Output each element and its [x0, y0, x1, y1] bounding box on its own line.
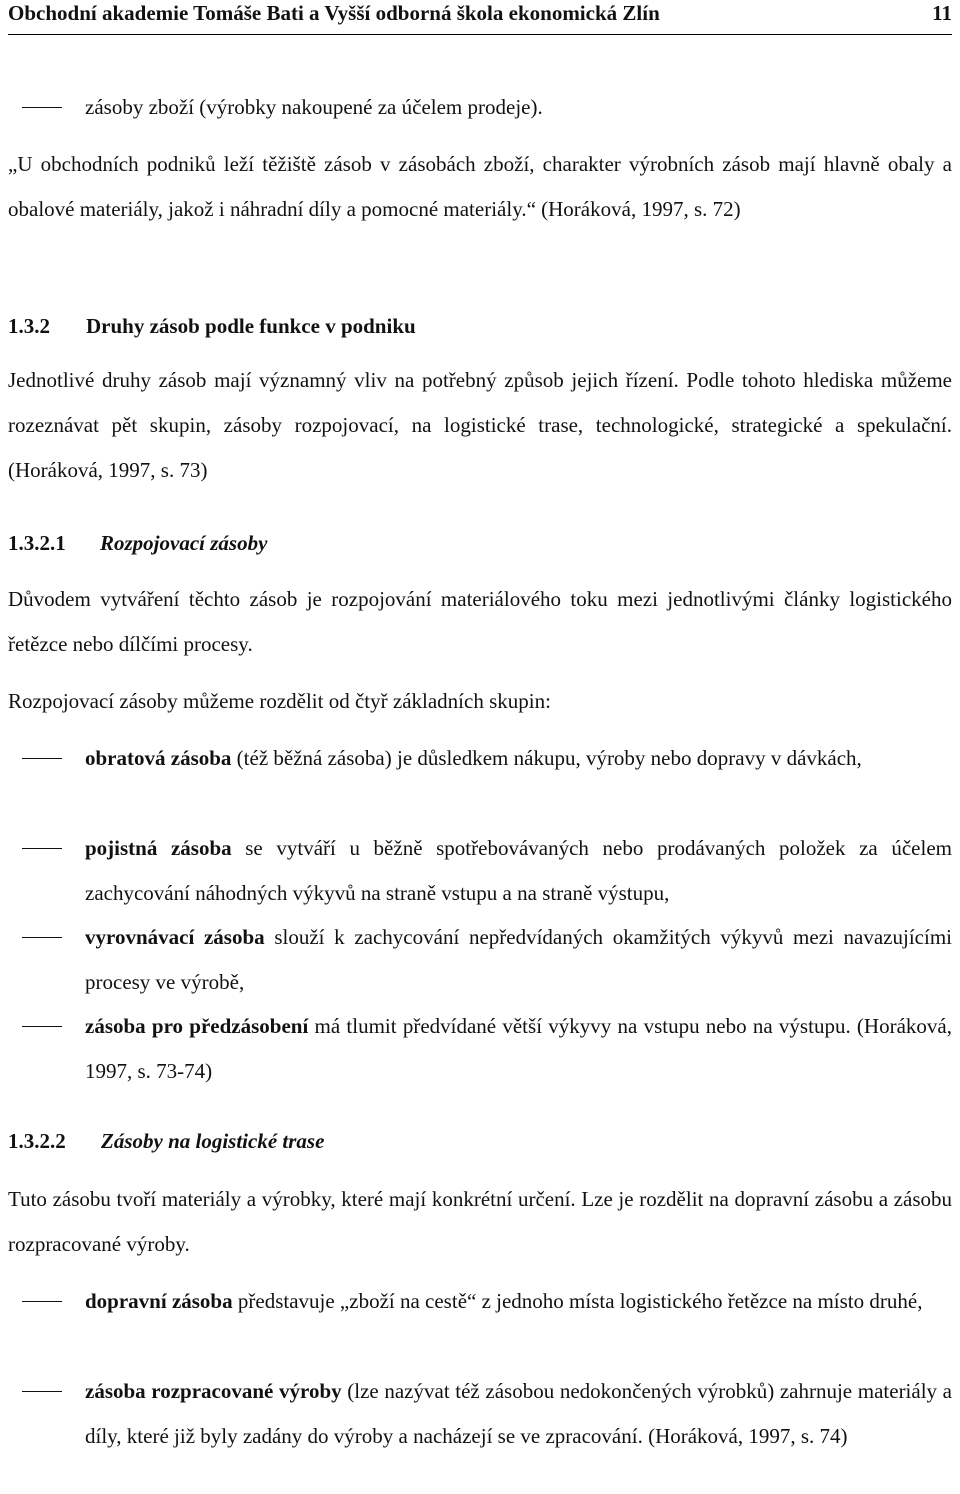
dash-bullet [22, 1026, 62, 1027]
list-item-text: zásoba rozpracované výroby (lze nazývat též zásobou nedokončených výrobků) zahrnuje materiály a díly, které již byly zadány do výroby a nacházejí se ve zpracování. (Horáková, 1997, s. 74) [85, 1379, 952, 1448]
section-paragraph: Tuto zásobu tvoří materiály a výrobky, které mají konkrétní určení. Lze je rozdělit na dopravní zásobu a zásobu rozpracované výroby. [8, 1187, 952, 1256]
list-item-text: obratová zásoba (též běžná zásoba) je důsledkem nákupu, výroby nebo dopravy v dávkách, [85, 746, 862, 770]
section-heading-1-3-2 [8, 313, 952, 339]
section-heading-1-3-2-2 [8, 1128, 952, 1154]
header-school-name: Obchodní akademie Tomáše Bati a Vyšší odborná škola ekonomická Zlín [8, 1, 660, 25]
list-item-text: zásoba pro předzásobení má tlumit předvídané větší výkyvy na vstupu nebo na výstupu. (Horáková, 1997, s. 73-74) [85, 1014, 952, 1083]
list-item-text: dopravní zásoba představuje „zboží na cestě“ z jednoho místa logistického řetězce na místo druhé, [85, 1289, 923, 1313]
page-number: 11 [932, 1, 952, 25]
section-number: 1.3.2.2 [8, 1129, 66, 1153]
dash-bullet [22, 848, 62, 849]
dash-bullet [22, 107, 62, 108]
dash-bullet [22, 1301, 62, 1302]
list-item-term: vyrovnávací zásoba [85, 925, 265, 949]
list-item-text: zásoby zboží (výrobky nakoupené za účelem prodeje). [85, 95, 543, 119]
section-title: Rozpojovací zásoby [100, 531, 268, 555]
section-paragraph: Jednotlivé druhy zásob mají významný vliv na potřebný způsob jejich řízení. Podle tohoto hlediska můžeme rozeznávat pět skupin, zásoby rozpojovací, na logistické trase, technologické, strategické a spekulační. (Horáková, 1997, s. 73) [8, 368, 952, 482]
page-header [8, 0, 952, 35]
dash-bullet [22, 937, 62, 938]
list-item-text: vyrovnávací zásoba slouží k zachycování nepředvídaných okamžitých výkyvů mezi navazujícími procesy ve výrobě, [85, 925, 953, 994]
dash-bullet [22, 758, 62, 759]
section-title: Zásoby na logistické trase [101, 1129, 325, 1153]
list-item-text: pojistná zásoba se vytváří u běžně spotřebovávaných nebo prodávaných položek za účelem zachycování náhodných výkyvů na straně vstupu a na straně výstupu, [85, 836, 952, 905]
section-paragraph: Důvodem vytváření těchto zásob je rozpojování materiálového toku mezi jednotlivými články logistického řetězce nebo dílčími procesy. [8, 587, 952, 656]
quote-paragraph: „U obchodních podniků leží těžiště zásob v zásobách zboží, charakter výrobních zásob mají hlavně obaly a obalové materiály, jakož i náhradní díly a pomocné materiály.“ (Horáková, 1997, s. 72) [8, 152, 952, 221]
list-item-term: obratová zásoba [85, 746, 232, 770]
dash-bullet [22, 1391, 62, 1392]
list-intro: Rozpojovací zásoby můžeme rozdělit od čtyř základních skupin: [8, 689, 551, 713]
list-item-term: pojistná zásoba [85, 836, 232, 860]
section-heading-1-3-2-1 [8, 530, 952, 556]
section-number: 1.3.2.1 [8, 531, 66, 555]
section-title: Druhy zásob podle funkce v podniku [86, 314, 416, 338]
section-number: 1.3.2 [8, 314, 50, 338]
list-item-term: zásoba rozpracované výroby [85, 1379, 342, 1403]
list-item-term: dopravní zásoba [85, 1289, 233, 1313]
list-item-term: zásoba pro předzásobení [85, 1014, 309, 1038]
